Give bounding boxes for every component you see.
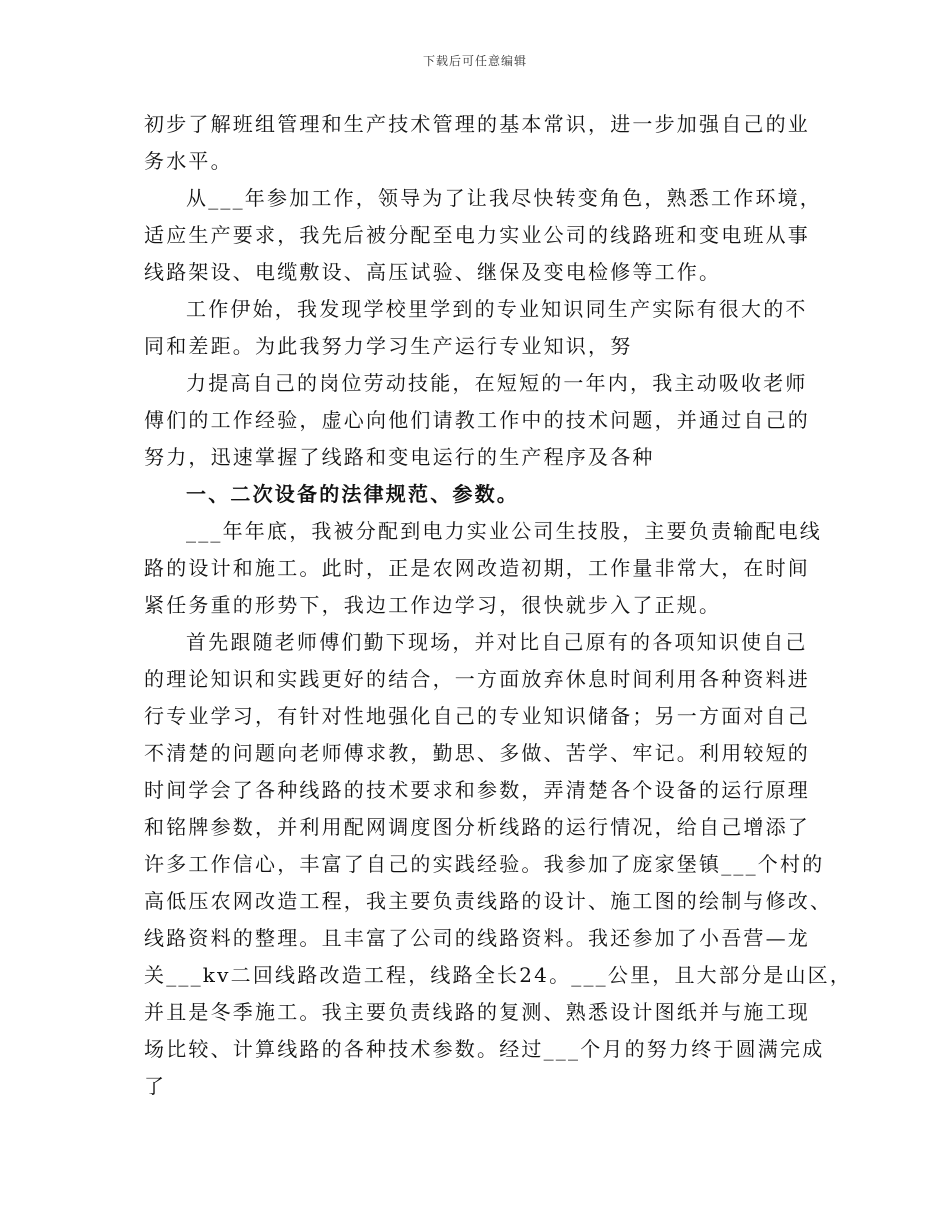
page-header: 下载后可任意编辑 bbox=[422, 54, 527, 68]
text-line: 首先跟随老师傅们勤下现场，并对比自己原有的各项知识使自己 bbox=[186, 630, 808, 654]
text-line: 紧任务重的形势下，我边工作边学习，很快就步入了正规。 bbox=[144, 593, 722, 617]
text-line: 时间学会了各种线路的技术要求和参数，弄清楚各个设备的运行原理 bbox=[144, 778, 810, 802]
text-line: 场比较、计算线路的各种技术参数。经过___个月的努力终于圆满完成 bbox=[144, 1037, 825, 1061]
text-line: 适应生产要求，我先后被分配至电力实业公司的线路班和变电班从事 bbox=[144, 223, 810, 247]
text-line: 关___kv二回线路改造工程，线路全长24。___公里，且大部分是山区， bbox=[144, 963, 853, 987]
text-line: 工作伊始，我发现学校里学到的专业知识同生产实际有很大的不 bbox=[186, 297, 808, 321]
text-line: 路的设计和施工。此时，正是农网改造初期，工作量非常大，在时间 bbox=[144, 556, 810, 580]
text-line: 力提高自己的岗位劳动技能，在短短的一年内，我主动吸收老师 bbox=[186, 371, 808, 395]
text-line: 不清楚的问题向老师傅求教，勤思、多做、苦学、牢记。利用较短的 bbox=[144, 741, 810, 765]
text-line: 许多工作信心，丰富了自己的实践经验。我参加了庞家堡镇___个村的 bbox=[144, 852, 825, 876]
text-line: 行专业学习，有针对性地强化自己的专业知识储备；另一方面对自己 bbox=[144, 704, 810, 728]
text-line: 初步了解班组管理和生产技术管理的基本常识，进一步加强自己的业 bbox=[144, 112, 810, 136]
text-line: 傅们的工作经验，虚心向他们请教工作中的技术问题，并通过自己的 bbox=[144, 408, 810, 432]
section-heading: 一、二次设备的法律规范、参数。 bbox=[186, 482, 519, 506]
text-line: 线路架设、电缆敷设、高压试验、继保及变电检修等工作。 bbox=[144, 260, 722, 284]
text-line: 的理论知识和实践更好的结合，一方面放弃休息时间利用各种资料进 bbox=[144, 667, 810, 691]
text-line: ___年年底，我被分配到电力实业公司生技股，主要负责输配电线 bbox=[186, 519, 822, 543]
text-line: 线路资料的整理。且丰富了公司的线路资料。我还参加了小吾营—龙 bbox=[144, 926, 810, 950]
text-line: 高低压农网改造工程，我主要负责线路的设计、施工图的绘制与修改、 bbox=[144, 889, 833, 913]
text-line: 从___年参加工作，领导为了让我尽快转变角色，熟悉工作环境， bbox=[186, 186, 822, 210]
text-line: 和铭牌参数，并利用配网调度图分析线路的运行情况，给自己增添了 bbox=[144, 815, 810, 839]
document-body bbox=[144, 106, 853, 1105]
text-line: 并且是冬季施工。我主要负责线路的复测、熟悉设计图纸并与施工现 bbox=[144, 1000, 810, 1024]
text-line: 了 bbox=[144, 1074, 167, 1098]
text-line: 努力，迅速掌握了线路和变电运行的生产程序及各种 bbox=[144, 445, 655, 469]
text-line: 务水平。 bbox=[144, 149, 233, 173]
text-line: 同和差距。为此我努力学习生产运行专业知识，努 bbox=[144, 334, 633, 358]
